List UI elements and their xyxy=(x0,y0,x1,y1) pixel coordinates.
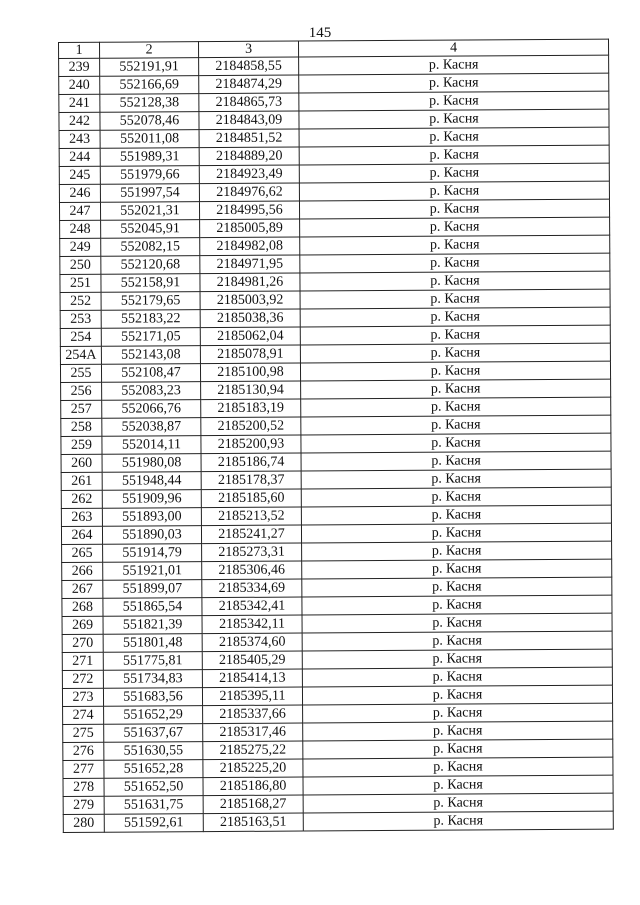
cell-y-coordinate: 2185200,93 xyxy=(201,435,301,454)
cell-point-number: 258 xyxy=(61,418,102,436)
cell-x-coordinate: 551631,75 xyxy=(104,796,203,815)
cell-point-number: 245 xyxy=(59,166,100,184)
cell-x-coordinate: 552191,91 xyxy=(100,58,199,77)
cell-x-coordinate: 551979,66 xyxy=(100,166,199,185)
cell-point-number: 250 xyxy=(60,256,101,274)
cell-point-number: 264 xyxy=(61,526,102,544)
cell-description: р. Касня xyxy=(299,109,609,129)
cell-description: р. Касня xyxy=(300,235,610,255)
cell-point-number: 247 xyxy=(59,202,100,220)
cell-point-number: 255 xyxy=(60,364,101,382)
cell-y-coordinate: 2184874,29 xyxy=(199,75,299,94)
cell-x-coordinate: 551652,28 xyxy=(104,760,203,779)
cell-x-coordinate: 552078,46 xyxy=(100,112,199,131)
cell-point-number: 259 xyxy=(61,436,102,454)
cell-point-number: 261 xyxy=(61,472,102,490)
cell-y-coordinate: 2184995,56 xyxy=(199,201,299,220)
cell-y-coordinate: 2185213,52 xyxy=(201,507,301,526)
cell-y-coordinate: 2185334,69 xyxy=(202,579,302,598)
cell-description: р. Касня xyxy=(300,289,610,309)
cell-description: р. Касня xyxy=(302,667,612,687)
cell-description: р. Касня xyxy=(301,469,611,489)
cell-x-coordinate: 552038,87 xyxy=(102,418,201,437)
cell-description: р. Касня xyxy=(299,199,609,219)
cell-x-coordinate: 551630,55 xyxy=(104,742,203,761)
cell-description: р. Касня xyxy=(302,685,612,705)
coordinates-table xyxy=(58,39,614,833)
cell-x-coordinate: 552108,47 xyxy=(101,364,200,383)
cell-description: р. Касня xyxy=(299,73,609,93)
cell-point-number: 272 xyxy=(62,670,103,688)
cell-point-number: 276 xyxy=(63,742,104,760)
cell-point-number: 266 xyxy=(62,562,103,580)
cell-y-coordinate: 2185100,98 xyxy=(200,363,300,382)
cell-point-number: 280 xyxy=(63,814,104,832)
cell-description: р. Касня xyxy=(302,577,612,597)
cell-x-coordinate: 552171,05 xyxy=(101,328,200,347)
cell-y-coordinate: 2185374,60 xyxy=(202,633,302,652)
cell-point-number: 253 xyxy=(60,310,101,328)
cell-y-coordinate: 2185273,31 xyxy=(202,543,302,562)
cell-description: р. Касня xyxy=(301,487,611,507)
cell-y-coordinate: 2185163,51 xyxy=(203,813,303,832)
cell-x-coordinate: 551734,83 xyxy=(103,670,202,689)
cell-point-number: 251 xyxy=(60,274,101,292)
cell-y-coordinate: 2185241,27 xyxy=(201,525,301,544)
cell-x-coordinate: 551652,29 xyxy=(104,706,203,725)
cell-y-coordinate: 2185186,74 xyxy=(201,453,301,472)
cell-y-coordinate: 2184851,52 xyxy=(199,129,299,148)
cell-description: р. Касня xyxy=(300,217,610,237)
cell-y-coordinate: 2184843,09 xyxy=(199,111,299,130)
cell-x-coordinate: 551980,08 xyxy=(102,454,201,473)
cell-point-number: 267 xyxy=(62,580,103,598)
cell-x-coordinate: 552082,15 xyxy=(101,238,200,257)
cell-point-number: 242 xyxy=(59,112,100,130)
cell-y-coordinate: 2184889,20 xyxy=(199,147,299,166)
cell-description: р. Касня xyxy=(300,343,610,363)
cell-description: р. Касня xyxy=(300,361,610,381)
cell-point-number: 263 xyxy=(61,508,102,526)
cell-y-coordinate: 2184865,73 xyxy=(199,93,299,112)
cell-description: р. Касня xyxy=(303,793,613,813)
cell-y-coordinate: 2185062,04 xyxy=(200,327,300,346)
cell-x-coordinate: 552183,22 xyxy=(101,310,200,329)
table-row xyxy=(63,811,613,832)
cell-x-coordinate: 551683,56 xyxy=(103,688,202,707)
cell-point-number: 279 xyxy=(63,796,104,814)
cell-x-coordinate: 551893,00 xyxy=(102,508,201,527)
cell-x-coordinate: 551890,03 xyxy=(102,526,201,545)
cell-point-number: 260 xyxy=(61,454,102,472)
cell-x-coordinate: 551592,61 xyxy=(104,814,203,833)
cell-point-number: 241 xyxy=(59,94,100,112)
cell-description: р. Касня xyxy=(303,703,613,723)
cell-x-coordinate: 552143,08 xyxy=(101,346,200,365)
cell-x-coordinate: 551948,44 xyxy=(102,472,201,491)
cell-y-coordinate: 2185225,20 xyxy=(203,759,303,778)
cell-x-coordinate: 552045,91 xyxy=(101,220,200,239)
page-number: 145 xyxy=(308,25,332,41)
cell-x-coordinate: 551989,31 xyxy=(100,148,199,167)
cell-point-number: 246 xyxy=(59,184,100,202)
cell-y-coordinate: 2184976,62 xyxy=(199,183,299,202)
cell-y-coordinate: 2185200,52 xyxy=(201,417,301,436)
cell-point-number: 249 xyxy=(60,238,101,256)
cell-y-coordinate: 2185414,13 xyxy=(202,669,302,688)
cell-description: р. Касня xyxy=(302,649,612,669)
cell-description: р. Касня xyxy=(301,397,611,417)
cell-description: р. Касня xyxy=(303,721,613,741)
cell-description: р. Касня xyxy=(300,253,610,273)
cell-point-number: 275 xyxy=(63,724,104,742)
cell-point-number: 262 xyxy=(61,490,102,508)
cell-point-number: 240 xyxy=(59,76,100,94)
cell-y-coordinate: 2185178,37 xyxy=(201,471,301,490)
cell-description: р. Касня xyxy=(302,559,612,579)
cell-description: р. Касня xyxy=(299,55,609,75)
cell-y-coordinate: 2185003,92 xyxy=(200,291,300,310)
cell-description: р. Касня xyxy=(299,145,609,165)
cell-x-coordinate: 551637,67 xyxy=(104,724,203,743)
cell-point-number: 273 xyxy=(62,688,103,706)
cell-y-coordinate: 2185342,41 xyxy=(202,597,302,616)
cell-x-coordinate: 551821,39 xyxy=(103,616,202,635)
cell-y-coordinate: 2185186,80 xyxy=(203,777,303,796)
cell-x-coordinate: 551997,54 xyxy=(100,184,199,203)
cell-description: р. Касня xyxy=(303,757,613,777)
cell-point-number: 254А xyxy=(60,346,101,364)
cell-y-coordinate: 2185395,11 xyxy=(202,687,302,706)
cell-description: р. Касня xyxy=(299,127,609,147)
cell-description: р. Касня xyxy=(301,433,611,453)
header-y-coordinate: 3 xyxy=(199,41,299,58)
cell-y-coordinate: 2184982,08 xyxy=(200,237,300,256)
cell-x-coordinate: 552014,11 xyxy=(102,436,201,455)
cell-x-coordinate: 551921,01 xyxy=(103,562,202,581)
cell-y-coordinate: 2184923,49 xyxy=(199,165,299,184)
cell-point-number: 277 xyxy=(63,760,104,778)
cell-description: р. Касня xyxy=(301,379,611,399)
cell-x-coordinate: 552158,91 xyxy=(101,274,200,293)
cell-description: р. Касня xyxy=(300,307,610,327)
cell-y-coordinate: 2185342,11 xyxy=(202,615,302,634)
cell-x-coordinate: 551914,79 xyxy=(103,544,202,563)
cell-x-coordinate: 552166,69 xyxy=(100,76,199,95)
cell-point-number: 248 xyxy=(60,220,101,238)
cell-point-number: 254 xyxy=(60,328,101,346)
cell-point-number: 257 xyxy=(61,400,102,418)
cell-description: р. Касня xyxy=(302,613,612,633)
cell-y-coordinate: 2185183,19 xyxy=(201,399,301,418)
cell-point-number: 265 xyxy=(62,544,103,562)
cell-y-coordinate: 2185005,89 xyxy=(200,219,300,238)
cell-x-coordinate: 551652,50 xyxy=(104,778,203,797)
cell-description: р. Касня xyxy=(300,325,610,345)
cell-y-coordinate: 2184858,55 xyxy=(199,57,299,76)
cell-y-coordinate: 2185168,27 xyxy=(203,795,303,814)
cell-description: р. Касня xyxy=(299,91,609,111)
header-point-number: 1 xyxy=(59,42,100,58)
cell-point-number: 274 xyxy=(63,706,104,724)
cell-description: р. Касня xyxy=(299,181,609,201)
cell-x-coordinate: 552179,65 xyxy=(101,292,200,311)
cell-point-number: 252 xyxy=(60,292,101,310)
cell-description: р. Касня xyxy=(303,739,613,759)
table-body xyxy=(59,55,614,832)
cell-x-coordinate: 551909,96 xyxy=(102,490,201,509)
cell-x-coordinate: 551775,81 xyxy=(103,652,202,671)
cell-point-number: 271 xyxy=(62,652,103,670)
cell-description: р. Касня xyxy=(302,541,612,561)
cell-description: р. Касня xyxy=(301,505,611,525)
cell-description: р. Касня xyxy=(303,775,613,795)
cell-description: р. Касня xyxy=(301,451,611,471)
cell-y-coordinate: 2185317,46 xyxy=(203,723,303,742)
cell-x-coordinate: 552021,31 xyxy=(100,202,199,221)
cell-point-number: 243 xyxy=(59,130,100,148)
cell-x-coordinate: 551801,48 xyxy=(103,634,202,653)
cell-y-coordinate: 2185038,36 xyxy=(200,309,300,328)
cell-x-coordinate: 552120,68 xyxy=(101,256,200,275)
header-x-coordinate: 2 xyxy=(100,42,199,59)
cell-y-coordinate: 2185405,29 xyxy=(202,651,302,670)
cell-x-coordinate: 552083,23 xyxy=(102,382,201,401)
cell-description: р. Касня xyxy=(303,811,613,831)
cell-y-coordinate: 2185337,66 xyxy=(203,705,303,724)
cell-y-coordinate: 2185078,91 xyxy=(200,345,300,364)
cell-y-coordinate: 2185185,60 xyxy=(201,489,301,508)
cell-point-number: 268 xyxy=(62,598,103,616)
cell-x-coordinate: 552011,08 xyxy=(100,130,199,149)
cell-point-number: 278 xyxy=(63,778,104,796)
cell-description: р. Касня xyxy=(301,415,611,435)
cell-description: р. Касня xyxy=(301,523,611,543)
cell-point-number: 244 xyxy=(59,148,100,166)
cell-y-coordinate: 2185275,22 xyxy=(203,741,303,760)
cell-x-coordinate: 552066,76 xyxy=(102,400,201,419)
cell-point-number: 269 xyxy=(62,616,103,634)
cell-description: р. Касня xyxy=(300,271,610,291)
header-description: 4 xyxy=(298,39,608,57)
cell-point-number: 256 xyxy=(61,382,102,400)
cell-description: р. Касня xyxy=(302,631,612,651)
cell-x-coordinate: 551865,54 xyxy=(103,598,202,617)
cell-y-coordinate: 2184981,26 xyxy=(200,273,300,292)
cell-y-coordinate: 2185130,94 xyxy=(201,381,301,400)
cell-point-number: 239 xyxy=(59,58,100,76)
cell-point-number: 270 xyxy=(62,634,103,652)
cell-x-coordinate: 551899,07 xyxy=(103,580,202,599)
cell-y-coordinate: 2184971,95 xyxy=(200,255,300,274)
cell-x-coordinate: 552128,38 xyxy=(100,94,199,113)
cell-description: р. Касня xyxy=(299,163,609,183)
cell-y-coordinate: 2185306,46 xyxy=(202,561,302,580)
cell-description: р. Касня xyxy=(302,595,612,615)
